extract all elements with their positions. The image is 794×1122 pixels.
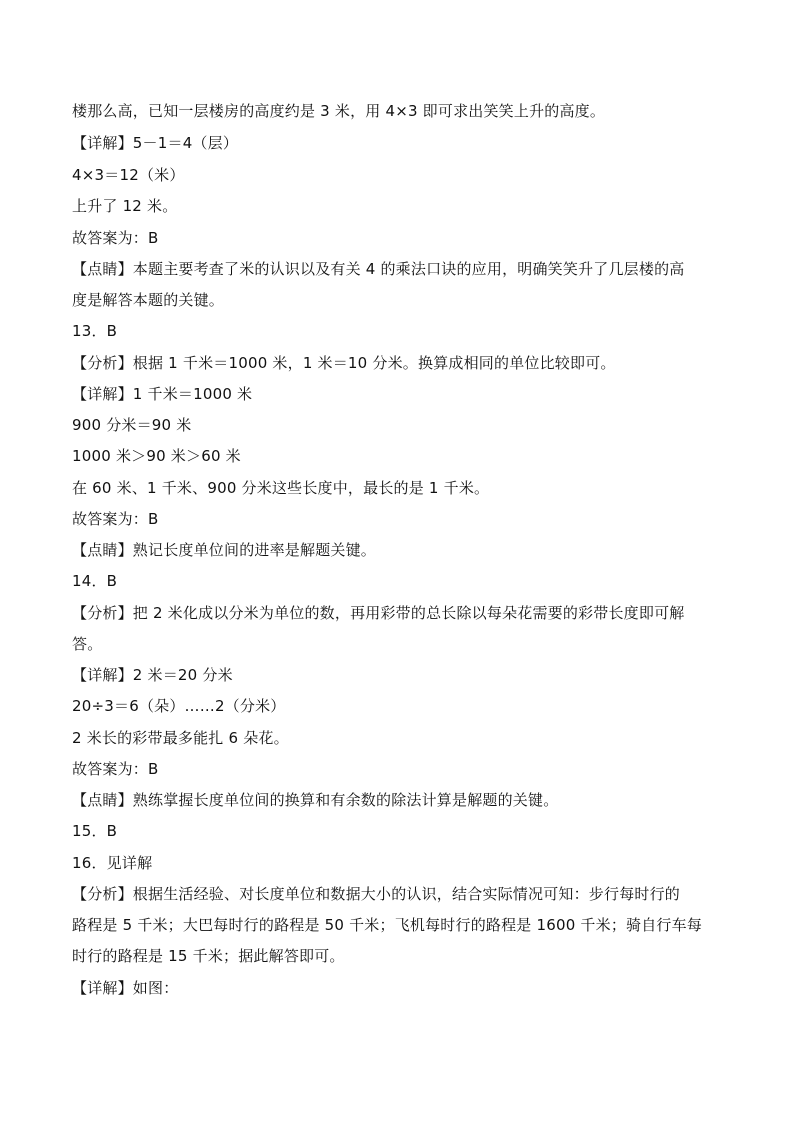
- text-line-6: 【点睛】本题主要考查了米的认识以及有关 4 的乘法口诀的应用，明确笑笑升了几层楼的高: [72, 260, 685, 278]
- text-line-2: 【详解】5－1＝4（层）: [72, 134, 239, 152]
- text-line-23: 【点睛】熟练掌握长度单位间的换算和有余数的除法计算是解题的关键。: [72, 791, 559, 809]
- text-line-1: 楼那么高，已知一层楼房的高度约是 3 米，用 4×3 即可求出笑笑上升的高度。: [72, 102, 606, 120]
- text-line-8: 13．B: [72, 322, 118, 340]
- text-line-11: 900 分米＝90 米: [72, 416, 192, 434]
- text-line-10: 【详解】1 千米＝1000 米: [72, 385, 253, 403]
- text-line-12: 1000 米＞90 米＞60 米: [72, 447, 241, 465]
- text-line-18: 答。: [72, 635, 103, 653]
- text-line-21: 2 米长的彩带最多能扎 6 朵花。: [72, 729, 289, 747]
- text-line-20: 20÷3＝6（朵）……2（分米）: [72, 697, 286, 715]
- text-line-4: 上升了 12 米。: [72, 197, 178, 215]
- text-line-28: 时行的路程是 15 千米；据此解答即可。: [72, 947, 345, 965]
- text-line-15: 【点睛】熟记长度单位间的进率是解题关键。: [72, 541, 377, 559]
- text-line-3: 4×3＝12（米）: [72, 166, 185, 184]
- text-line-26: 【分析】根据生活经验、对长度单位和数据大小的认识，结合实际情况可知：步行每时行的: [72, 885, 681, 903]
- text-line-13: 在 60 米、1 千米、900 分米这些长度中，最长的是 1 千米。: [72, 479, 490, 497]
- text-line-22: 故答案为：B: [72, 760, 159, 778]
- text-line-5: 故答案为：B: [72, 229, 159, 247]
- text-line-14: 故答案为：B: [72, 510, 159, 528]
- text-line-16: 14．B: [72, 572, 118, 590]
- text-line-25: 16．见详解: [72, 854, 153, 872]
- text-line-27: 路程是 5 千米；大巴每时行的路程是 50 千米；飞机每时行的路程是 1600 千米；骑自行车每: [72, 916, 703, 934]
- text-line-19: 【详解】2 米＝20 分米: [72, 666, 233, 684]
- text-line-24: 15．B: [72, 822, 118, 840]
- text-line-7: 度是解答本题的关键。: [72, 291, 225, 309]
- text-line-9: 【分析】根据 1 千米＝1000 米，1 米＝10 分米。换算成相同的单位比较即可。: [72, 354, 616, 372]
- text-line-17: 【分析】把 2 米化成以分米为单位的数，再用彩带的总长除以每朵花需要的彩带长度即可解: [72, 604, 685, 622]
- text-line-29: 【详解】如图：: [72, 979, 179, 997]
